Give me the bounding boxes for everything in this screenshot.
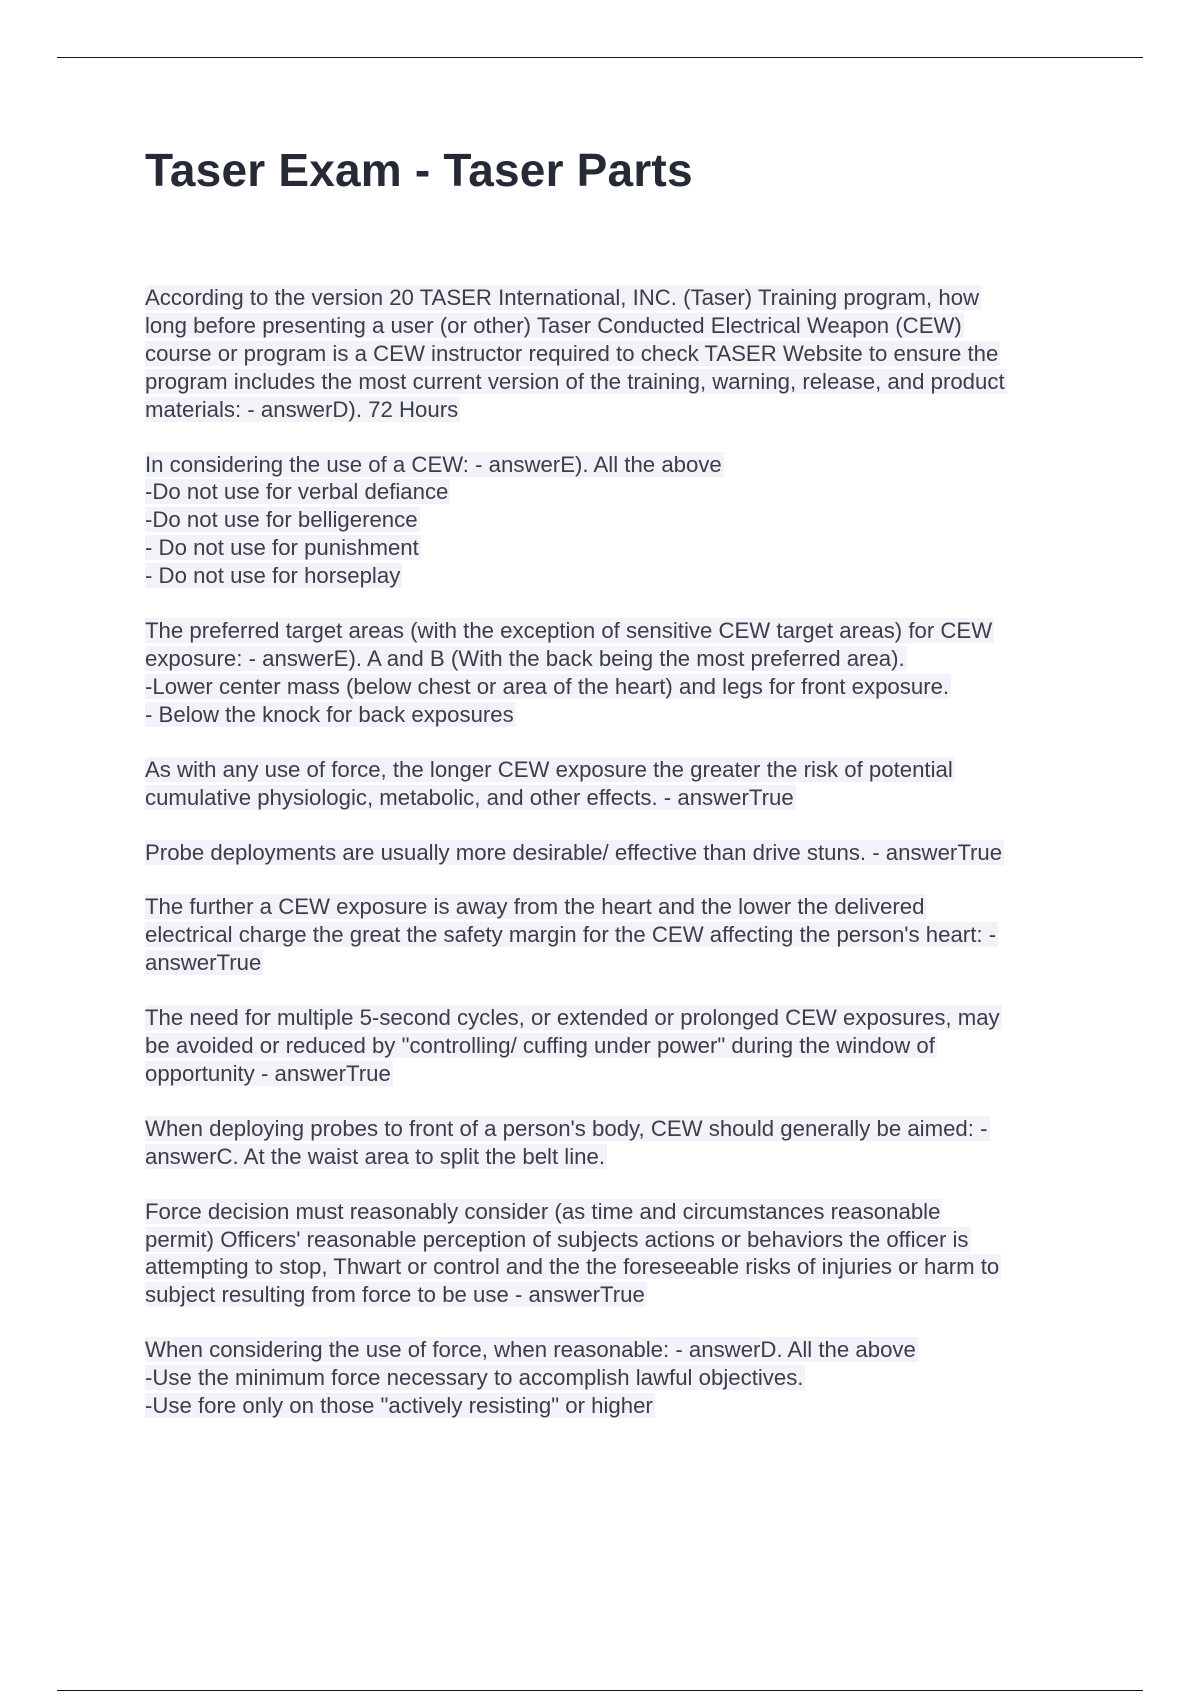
qa-line xyxy=(145,617,1085,645)
qa-line xyxy=(145,893,1085,921)
qa-item xyxy=(145,1198,1085,1310)
qa-item xyxy=(145,284,1085,424)
qa-line xyxy=(145,1060,1085,1088)
qa-line-text: Probe deployments are usually more desirable/ effective than drive stuns. - answerTrue xyxy=(145,839,1003,865)
qa-line xyxy=(145,1364,1085,1392)
qa-line xyxy=(145,949,1085,977)
qa-line xyxy=(145,839,1085,867)
qa-line xyxy=(145,673,1085,701)
qa-item xyxy=(145,451,1085,591)
qa-line xyxy=(145,921,1085,949)
qa-line-text: - Below the knock for back exposures xyxy=(145,701,514,727)
qa-item xyxy=(145,617,1085,729)
qa-line-text: -Use fore only on those "actively resisting" or higher xyxy=(145,1393,653,1419)
qa-line xyxy=(145,1115,1085,1143)
qa-line xyxy=(145,284,1085,312)
qa-line-text: - Do not use for punishment xyxy=(145,535,419,561)
qa-line xyxy=(145,1281,1085,1309)
qa-line-text: exposure: - answerE). A and B (With the back being the most preferred area). xyxy=(145,645,905,671)
qa-line-text: Force decision must reasonably consider (as time and circumstances reasonable xyxy=(145,1198,941,1224)
qa-list xyxy=(145,284,1085,1447)
qa-line xyxy=(145,506,1085,534)
qa-line xyxy=(145,1392,1085,1420)
qa-line xyxy=(145,534,1085,562)
qa-line-text: -Do not use for verbal defiance xyxy=(145,479,449,505)
top-rule xyxy=(57,57,1143,58)
qa-line-text: subject resulting from force to be use - answerTrue xyxy=(145,1282,645,1308)
qa-line-text: materials: - answerD). 72 Hours xyxy=(145,396,459,422)
qa-line-text: When deploying probes to front of a person's body, CEW should generally be aimed: - xyxy=(145,1115,988,1141)
qa-item xyxy=(145,1004,1085,1088)
qa-line-text: program includes the most current version of the training, warning, release, and product xyxy=(145,368,1005,394)
qa-line xyxy=(145,1336,1085,1364)
qa-line-text: permit) Officers' reasonable perception of subjects actions or behaviors the officer is xyxy=(145,1226,969,1252)
qa-line xyxy=(145,1032,1085,1060)
qa-line xyxy=(145,784,1085,812)
qa-line-text: According to the version 20 TASER International, INC. (Taser) Training program, how xyxy=(145,285,980,310)
qa-line-text: answerTrue xyxy=(145,950,262,976)
qa-line-text: When considering the use of force, when reasonable: - answerD. All the above xyxy=(145,1337,916,1363)
qa-line-text: -Lower center mass (below chest or area of the heart) and legs for front exposure. xyxy=(145,673,950,699)
qa-line-text: In considering the use of a CEW: - answerE). All the above xyxy=(145,451,722,477)
qa-line-text: opportunity - answerTrue xyxy=(145,1060,391,1086)
qa-line xyxy=(145,451,1085,479)
qa-line-text: answerC. At the waist area to split the belt line. xyxy=(145,1143,606,1169)
qa-line-text: The need for multiple 5-second cycles, or extended or prolonged CEW exposures, may xyxy=(145,1005,1000,1031)
qa-line-text: cumulative physiologic, metabolic, and other effects. - answerTrue xyxy=(145,784,794,810)
qa-item xyxy=(145,893,1085,977)
qa-item xyxy=(145,1336,1085,1420)
qa-line-text: attempting to stop, Thwart or control and the the foreseeable risks of injuries or harm to xyxy=(145,1254,1000,1280)
qa-line xyxy=(145,396,1085,424)
qa-line-text: The preferred target areas (with the exception of sensitive CEW target areas) for CEW xyxy=(145,618,993,644)
qa-line xyxy=(145,756,1085,784)
qa-line xyxy=(145,1004,1085,1032)
qa-line-text: As with any use of force, the longer CEW exposure the greater the risk of potential xyxy=(145,756,953,782)
qa-line-text: -Do not use for belligerence xyxy=(145,507,418,533)
qa-item xyxy=(145,756,1085,812)
qa-line xyxy=(145,478,1085,506)
qa-item xyxy=(145,839,1085,867)
qa-item xyxy=(145,1115,1085,1171)
qa-line xyxy=(145,701,1085,729)
qa-line-text: be avoided or reduced by "controlling/ cuffing under power" during the window of xyxy=(145,1033,935,1059)
qa-line xyxy=(145,562,1085,590)
qa-line xyxy=(145,1198,1085,1226)
qa-line-text: long before presenting a user (or other) Taser Conducted Electrical Weapon (CEW) xyxy=(145,312,962,338)
qa-line xyxy=(145,1253,1085,1281)
qa-line-text: electrical charge the great the safety margin for the CEW affecting the person's heart: - xyxy=(145,922,997,948)
qa-line-text: - Do not use for horseplay xyxy=(145,563,401,589)
qa-line xyxy=(145,645,1085,673)
page-title: Taser Exam - Taser Parts xyxy=(145,144,693,196)
bottom-rule xyxy=(57,1690,1143,1691)
qa-line xyxy=(145,340,1085,368)
qa-line-text: The further a CEW exposure is away from the heart and the lower the delivered xyxy=(145,894,925,920)
qa-line xyxy=(145,1226,1085,1254)
qa-line xyxy=(145,312,1085,340)
qa-line-text: -Use the minimum force necessary to accomplish lawful objectives. xyxy=(145,1365,804,1391)
qa-line xyxy=(145,1143,1085,1171)
qa-line-text: course or program is a CEW instructor required to check TASER Website to ensure the xyxy=(145,340,999,366)
qa-line xyxy=(145,368,1085,396)
